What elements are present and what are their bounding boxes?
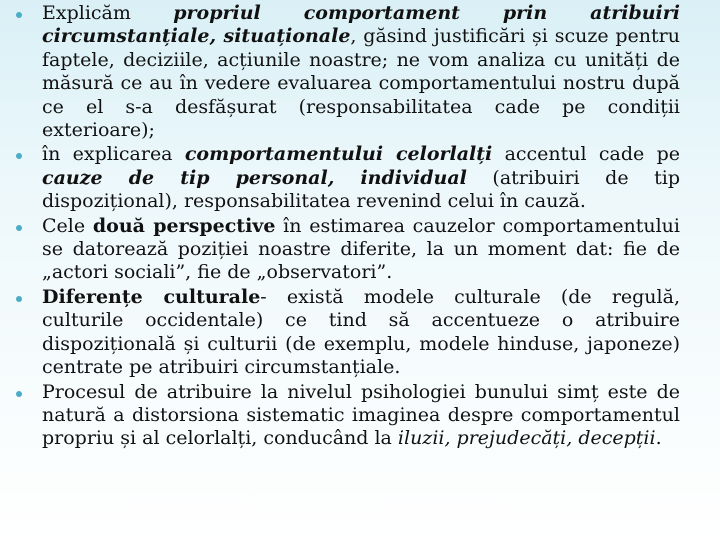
bullet-dot-icon [16,296,22,302]
slide-body [6,2,680,451]
item-text: accentul cade pe [492,143,680,166]
bullet-dot-icon [16,225,22,231]
item-text: - există modele culturale (de regulă, culturile occidentale) ce tind să accentueze o atribuire dispozițională și culturii (de exemplu, modele hinduse, japoneze) centrate pe atribuiri circumstanțiale. [42,285,680,379]
bullet-list [6,2,680,451]
bullet-dot-icon [16,391,22,397]
bullet-dot-icon [16,12,22,18]
item-emphasis: comportamentului celorlalți [184,143,493,166]
item-text: în explicarea [42,143,185,166]
item-text: , găsind justificări și scuze pentru faptele, deciziile, acțiunile noastre; ne vom analiza cu unități de măsură ce au în vedere evaluarea comportamentului nostru după ce el s-a desfășurat (responsabilitatea cade pe condiții exterioare); [42,25,680,142]
item-text: Cele [42,214,93,237]
bullet-item-others-attribution [6,143,680,213]
bullet-dot-icon [16,153,22,159]
item-text: . [655,427,662,450]
item-text: Procesul de atribuire la nivelul psihologiei bunului simț este de natură a distorsiona sistematic imaginea despre comportamentul propriu și al celorlalți, conducând la [42,380,680,450]
bullet-item-cultural-differences [6,286,680,380]
bullet-item-self-attribution [6,2,680,142]
item-emphasis: Diferențe culturale [42,285,261,308]
bullet-item-attribution-process [6,381,680,451]
item-emphasis: cauze de tip personal, individual [42,166,467,189]
item-text: Explicăm [42,2,174,24]
item-emphasis: iluzii, prejudecăți, decepții [397,427,656,450]
item-emphasis: propriul comportament prin atribuiri circumstanțiale, situaționale [42,2,680,48]
bullet-item-two-perspectives [6,215,680,285]
item-emphasis: două perspective [92,214,276,237]
item-text: (atribuiri de tip dispozițional), responsabilitatea revenind celui în cauză. [42,166,680,213]
item-text: în estimarea cauzelor comportamentului se datorează poziției noastre diferite, la un moment dat: fie de „actori sociali”, fie de „observatori”. [42,214,680,284]
